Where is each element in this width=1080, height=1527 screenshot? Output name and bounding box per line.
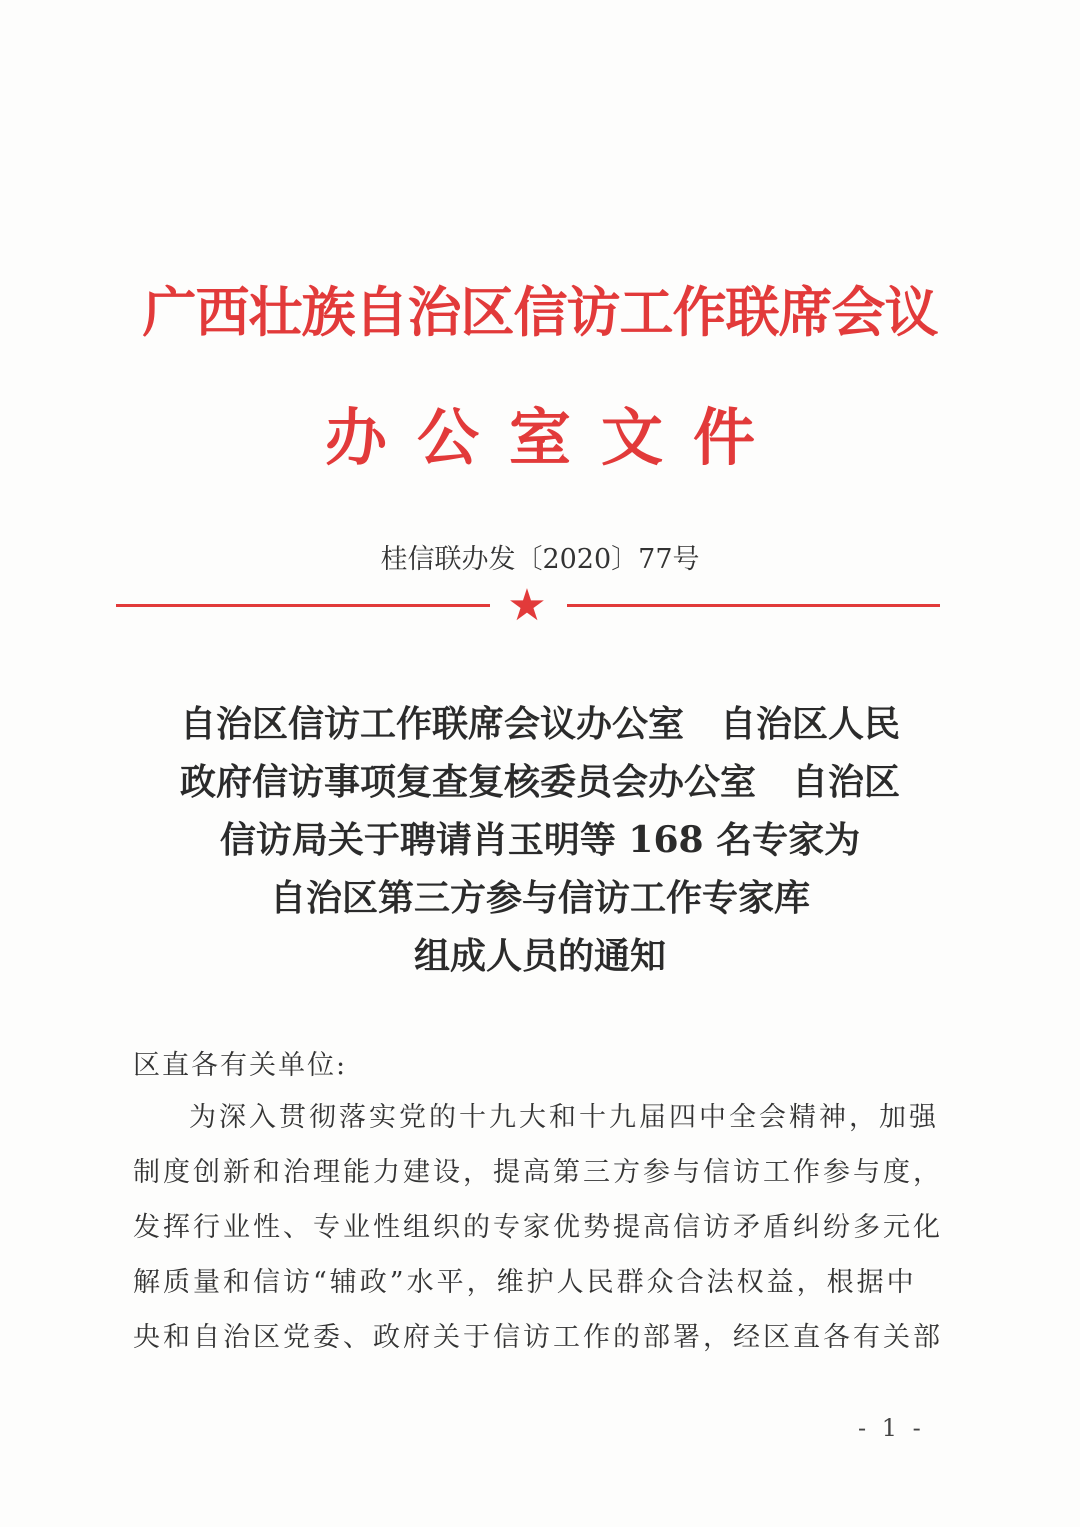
title-line: 信访局关于聘请肖玉明等 168 名专家为 [219, 819, 861, 861]
notice-title [110, 695, 970, 985]
document-type-heading: 办公室文件 [324, 401, 785, 474]
body-line: 解质量和信访“辅政”水平，维护人民群众合法权益，根据中 [133, 1267, 917, 1298]
title-line: 自治区第三方参与信访工作专家库 [269, 877, 810, 919]
title-line: 组成人员的通知 [413, 935, 666, 977]
body-line: 为深入贯彻落实党的十九大和十九届四中全会精神，加强 [189, 1102, 939, 1133]
salutation: 区直各有关单位: [133, 1050, 348, 1081]
body-line: 制度创新和治理能力建设，提高第三方参与信访工作参与度， [133, 1157, 943, 1188]
star-icon: ★ [507, 580, 547, 631]
issuer-name: 广西壮族自治区信访工作联席会议 [142, 280, 938, 344]
document-number: 桂信联办发〔2020〕77号 [380, 544, 700, 575]
red-divider-right [567, 604, 940, 607]
body-line: 央和自治区党委、政府关于信访工作的部署，经区直各有关部 [133, 1322, 943, 1353]
red-divider-left [116, 604, 490, 607]
body-paragraph [133, 1090, 943, 1365]
title-line: 自治区信访工作联席会议办公室 自治区人民 [179, 703, 900, 745]
page-number: - 1 - [858, 1414, 925, 1442]
title-line: 政府信访事项复查复核委员会办公室 自治区 [179, 761, 900, 803]
body-line: 发挥行业性、专业性组织的专家优势提高信访矛盾纠纷多元化 [133, 1212, 943, 1243]
